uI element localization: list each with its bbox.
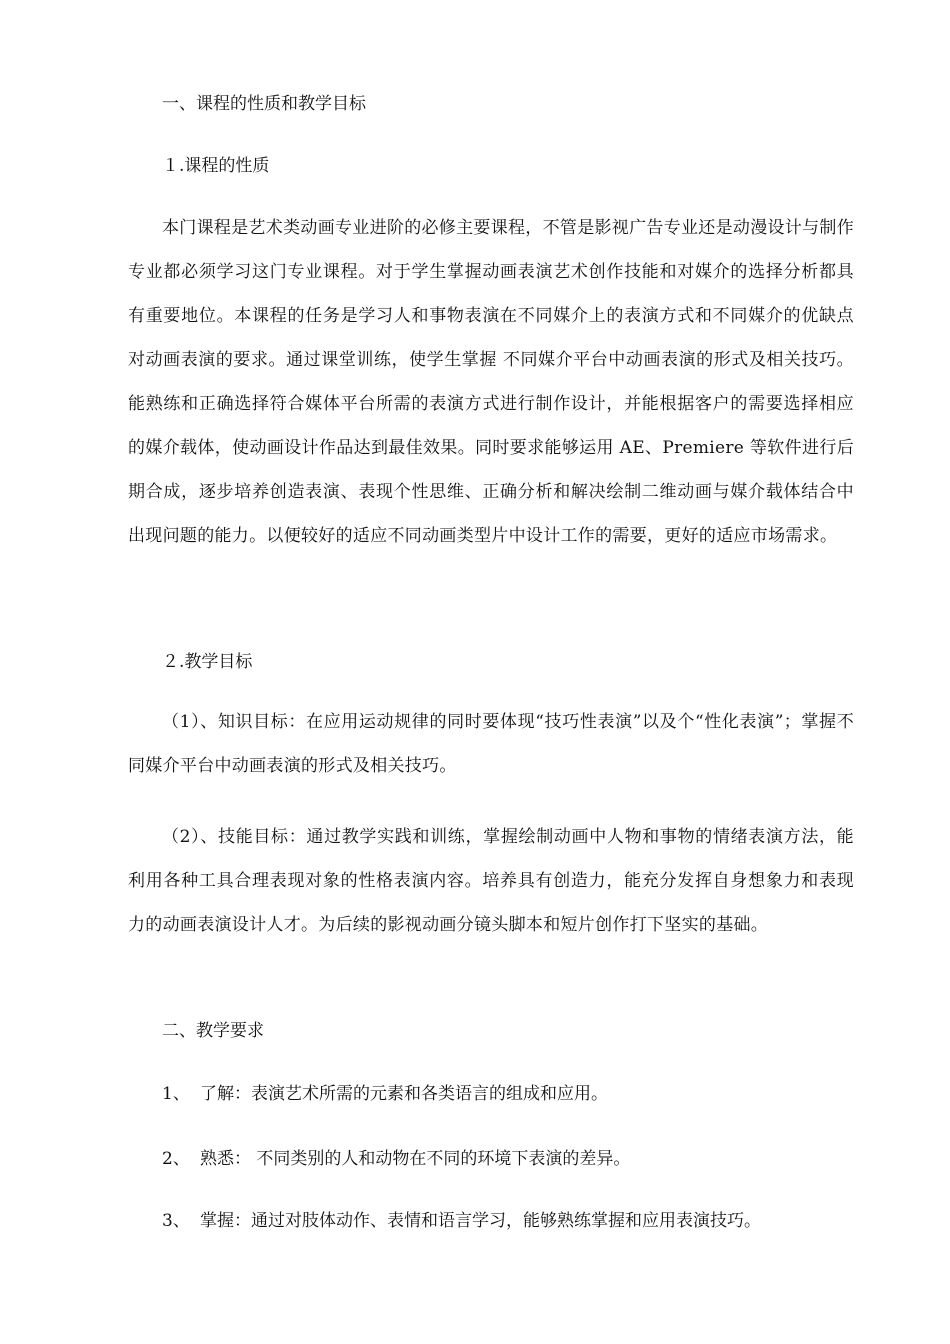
section-heading: 二、教学要求: [162, 1021, 264, 1041]
knowledge-goal-paragraph: （1）、知识目标：在应用运动规律的同时要体现“技巧性表演”以及个“性化表演”；掌握不同媒介平台中动画表演的形式及相关技巧。: [128, 712, 854, 776]
list-item-number: 3、: [162, 1211, 190, 1231]
subsection-heading: ２.教学目标: [162, 652, 253, 672]
course-nature-paragraph: 本门课程是艺术类动画专业进阶的必修主要课程，不管是影视广告专业还是动漫设计与制作专业都必须学习这门专业课程。对于学生掌握动画表演艺术创作技能和对媒介的选择分析都具有重要地位。本课程的任务是学习人和事物表演在不同媒介上的表演方式和不同媒介的优缺点对动画表演的要求。通过课堂训练，使学生掌握 不同媒介平台中动画表演的形式及相关技巧。能熟练和正确选择符合媒体平台所需的表演方式进行制作设计，并能根据客户的需要选择相应的媒介载体，使动画设计作品达到最佳效果。同时要求能够运用 AE、Premiere 等软件进行后期合成，逐步培养创造表演、表现个性思维、正确分析和解决绘制二维动画与媒介载体结合中出现问题的能力。以便较好的适应不同动画类型片中设计工作的需要，更好的适应市场需求。: [128, 218, 854, 546]
section-heading: 一、课程的性质和教学目标: [162, 94, 366, 114]
skill-goal-paragraph: （2）、技能目标：通过教学实践和训练，掌握绘制动画中人物和事物的情绪表演方法，能利用各种工具合理表现对象的性格表演内容。培养具有创造力，能充分发挥自身想象力和表现力的动画表演设计人才。为后续的影视动画分镜头脚本和短片创作打下坚实的基础。: [128, 827, 854, 935]
list-item-number: 2、: [162, 1149, 190, 1169]
list-item-number: 1、: [162, 1084, 190, 1104]
list-item-text: 掌握：通过对肢体动作、表情和语言学习，能够熟练掌握和应用表演技巧。: [200, 1211, 761, 1231]
list-item-text: 熟悉： 不同类别的人和动物在不同的环境下表演的差异。: [200, 1149, 631, 1169]
subsection-heading: １.课程的性质: [162, 156, 270, 176]
list-item-text: 了解：表演艺术所需的元素和各类语言的组成和应用。: [200, 1084, 608, 1104]
